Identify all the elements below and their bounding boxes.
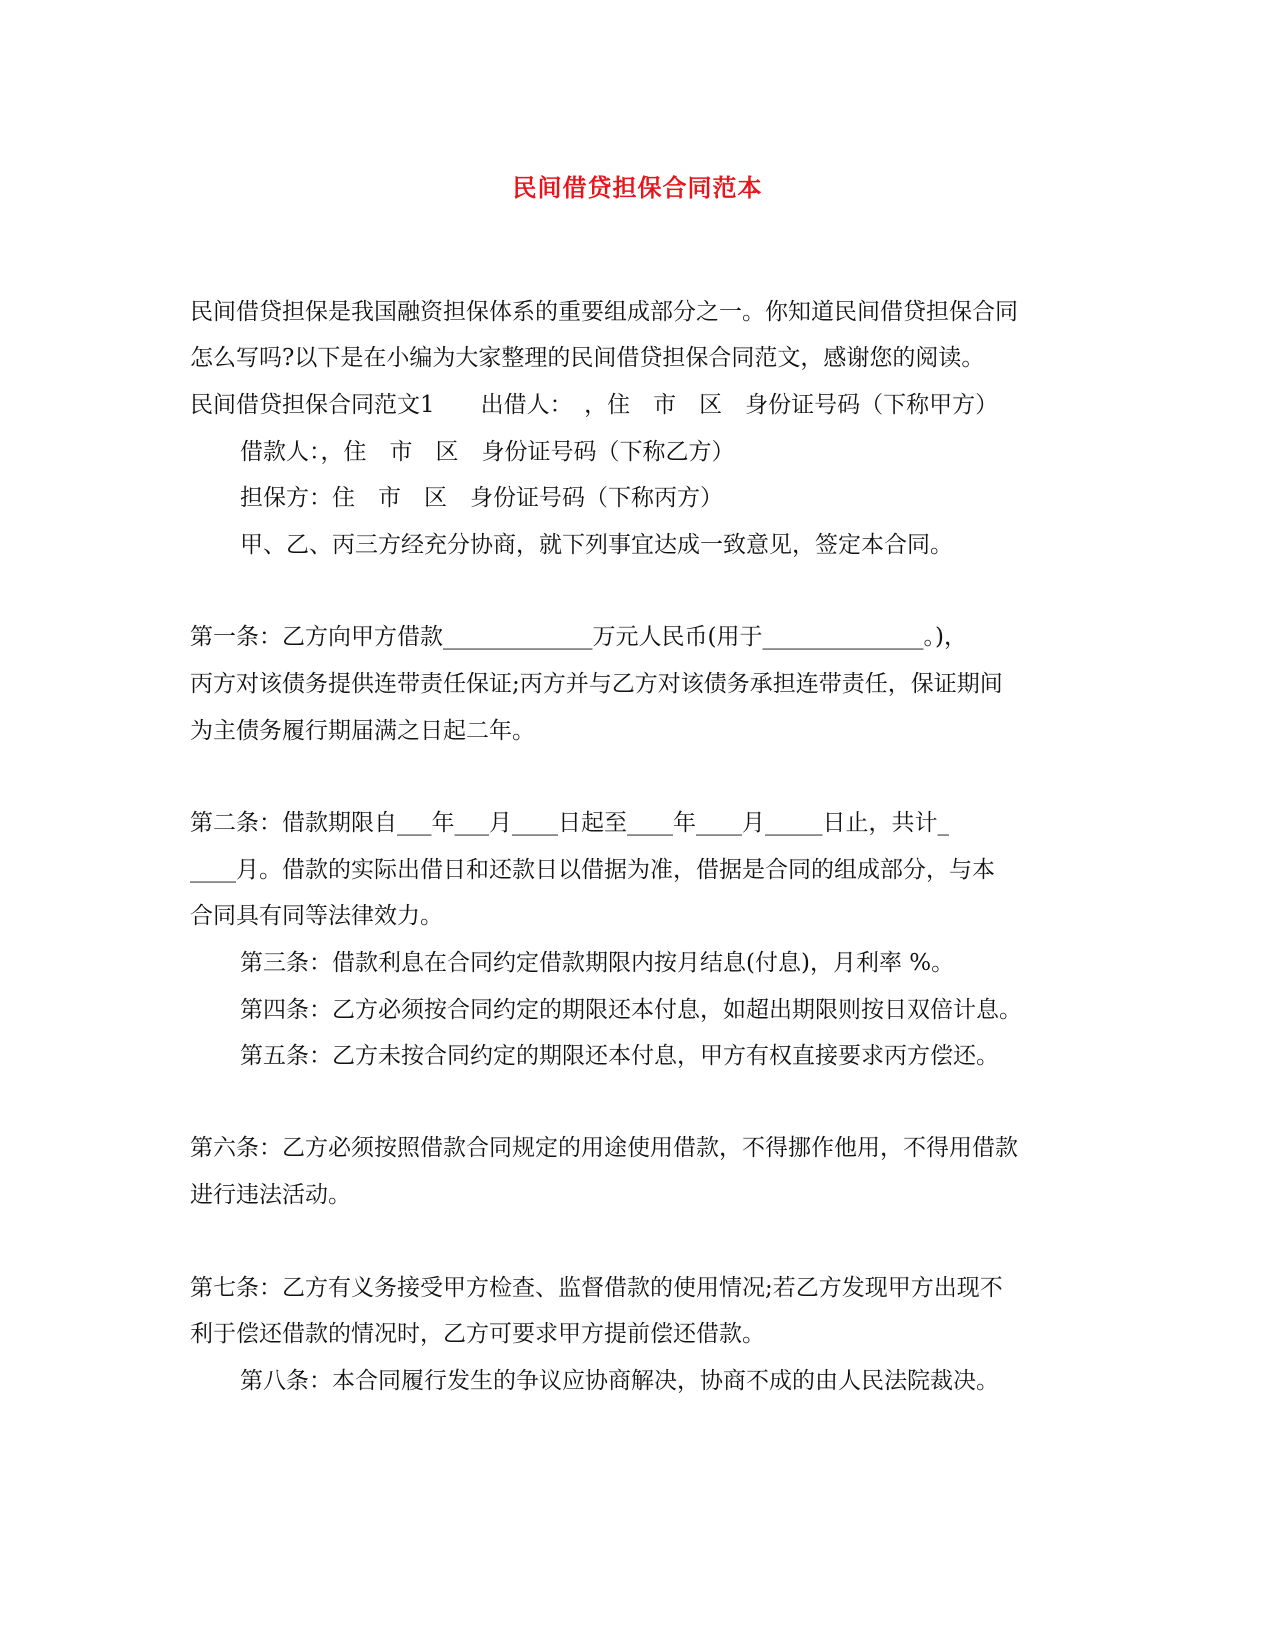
article-7-line-1: 第七条：乙方有义务接受甲方检查、监督借款的使用情况;若乙方发现甲方出现不 xyxy=(190,1275,1003,1301)
agreement-line: 甲、乙、丙三方经充分协商，就下列事宜达成一致意见，签定本合同。 xyxy=(240,532,953,558)
article-1-line-2: 丙方对该债务提供连带责任保证;丙方并与乙方对该债务承担连带责任，保证期间 xyxy=(190,671,1003,697)
intro-line-2: 怎么写吗?以下是在小编为大家整理的民间借贷担保合同范文，感谢您的阅读。 xyxy=(190,345,985,371)
article-2-line-2: ____月。借款的实际出借日和还款日以借据为准，借据是合同的组成部分，与本 xyxy=(190,857,995,883)
parties-lender-line: 民间借贷担保合同范文1 出借人： ，住 市 区 身份证号码（下称甲方） xyxy=(190,392,999,418)
article-5-line: 第五条：乙方未按合同约定的期限还本付息，甲方有权直接要求丙方偿还。 xyxy=(240,1043,999,1069)
article-3-line: 第三条：借款利息在合同约定借款期限内按月结息(付息)，月利率 %。 xyxy=(240,950,955,976)
article-1-line-1: 第一条：乙方向甲方借款_____________万元人民币(用于______________。)， xyxy=(190,624,967,650)
parties-guarantor-line: 担保方：住 市 区 身份证号码（下称丙方） xyxy=(240,485,723,511)
article-2-line-1: 第二条：借款期限自___年___月____日起至____年____月_____日止，共计_ xyxy=(190,810,949,836)
document-title: 民间借贷担保合同范本 xyxy=(512,173,763,202)
intro-line-1: 民间借贷担保是我国融资担保体系的重要组成部分之一。你知道民间借贷担保合同 xyxy=(190,299,1018,325)
article-7-line-2: 利于偿还借款的情况时，乙方可要求甲方提前偿还借款。 xyxy=(190,1321,765,1347)
article-2-line-3: 合同具有同等法律效力。 xyxy=(190,903,443,929)
article-1-line-3: 为主债务履行期届满之日起二年。 xyxy=(190,718,535,744)
article-6-line-1: 第六条：乙方必须按照借款合同规定的用途使用借款，不得挪作他用，不得用借款 xyxy=(190,1135,1018,1161)
article-4-line: 第四条：乙方必须按合同约定的期限还本付息，如超出期限则按日双倍计息。 xyxy=(240,997,1022,1023)
article-8-line: 第八条：本合同履行发生的争议应协商解决，协商不成的由人民法院裁决。 xyxy=(240,1368,999,1394)
article-6-line-2: 进行违法活动。 xyxy=(190,1182,351,1208)
parties-borrower-line: 借款人：，住 市 区 身份证号码（下称乙方） xyxy=(240,439,735,465)
